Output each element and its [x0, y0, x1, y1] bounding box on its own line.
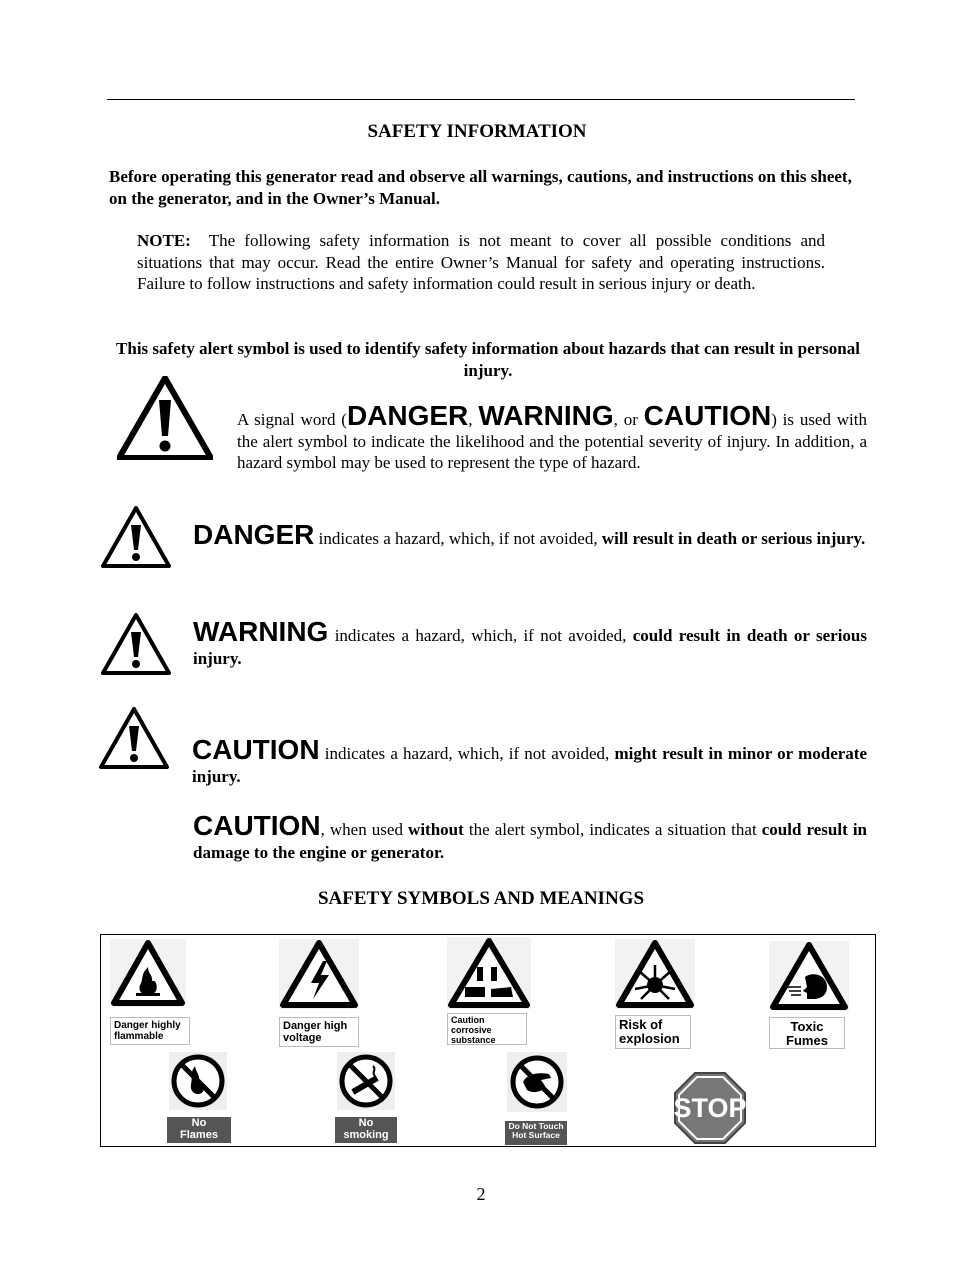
explosion-icon — [615, 939, 695, 1009]
note-label: NOTE: — [137, 231, 191, 250]
flammable-label: Danger highly flammable — [110, 1017, 190, 1045]
signal-word-caution: CAUTION — [643, 400, 772, 431]
corrosive-icon — [447, 937, 531, 1009]
flammable-icon — [110, 939, 186, 1007]
alert-symbol-statement: This safety alert symbol is used to identify safety information about hazards that can result in personal injury. — [116, 339, 860, 380]
high-voltage-label: Danger high voltage — [279, 1017, 359, 1047]
caution-definition: CAUTION indicates a hazard, which, if not avoided, might result in minor or moderate injury. — [192, 734, 867, 786]
stop-sign-icon — [673, 1071, 747, 1145]
warning-definition: WARNING indicates a hazard, which, if not avoided, could result in death or serious injury. — [193, 616, 868, 668]
no-smoking-icon — [337, 1052, 395, 1110]
danger-word: DANGER — [193, 519, 315, 550]
signal-word-danger: DANGER — [346, 400, 469, 431]
no-flames-label: No Flames — [167, 1117, 231, 1143]
toxic-fumes-icon — [769, 941, 849, 1011]
no-touch-icon — [507, 1052, 567, 1112]
caution-no-symbol-definition: CAUTION, when used without the alert symbol, indicates a situation that could result in damage to the engine or generator. — [193, 810, 868, 862]
high-voltage-icon — [279, 939, 359, 1009]
header-rule — [107, 99, 855, 100]
page-number: 2 — [476, 1184, 486, 1204]
signal-word-warning: WARNING — [478, 400, 614, 431]
no-touch-label: Do Not Touch Hot Surface — [505, 1121, 567, 1145]
toxic-fumes-label: Toxic Fumes — [769, 1017, 845, 1049]
warning-word: WARNING — [193, 616, 329, 647]
caution-alert-icon — [98, 706, 170, 770]
no-smoking-label: No smoking — [335, 1117, 397, 1143]
danger-definition: DANGER indicates a hazard, which, if not avoided, will result in death or serious injury. — [193, 519, 866, 550]
no-flames-icon — [169, 1052, 227, 1110]
stop-sign-text: STOP — [673, 1093, 747, 1123]
explosion-label: Risk of explosion — [615, 1015, 691, 1049]
symbols-heading: SAFETY SYMBOLS AND MEANINGS — [317, 888, 645, 909]
symbols-panel — [100, 934, 876, 1147]
note-paragraph — [137, 230, 825, 295]
warning-alert-icon — [100, 612, 172, 676]
intro-paragraph: Before operating this generator read and observe all warnings, cautions, and instructions on this sheet, on the generator, and in the Owner’s Manual. — [109, 167, 852, 208]
danger-alert-icon — [100, 505, 172, 569]
caution-word: CAUTION — [192, 734, 320, 765]
note-text: The following safety information is not meant to cover all possible conditions and situations that may occur. Read the entire Owner’s Manual for safety and operating instructions. Failure to follow instructions and safety information could result in serious injury or death. — [137, 231, 825, 293]
corrosive-label: Caution corrosive substance — [447, 1013, 527, 1045]
page-title: SAFETY INFORMATION — [367, 121, 587, 142]
signal-word-paragraph: A signal word (DANGER, WARNING, or CAUTION) is used with the alert symbol to indicate the likelihood and the potential severity of injury. In addition, a hazard symbol may be used to represent the type of hazard. — [237, 400, 867, 472]
safety-alert-icon — [117, 376, 213, 460]
caution-word-2: CAUTION — [193, 810, 321, 841]
